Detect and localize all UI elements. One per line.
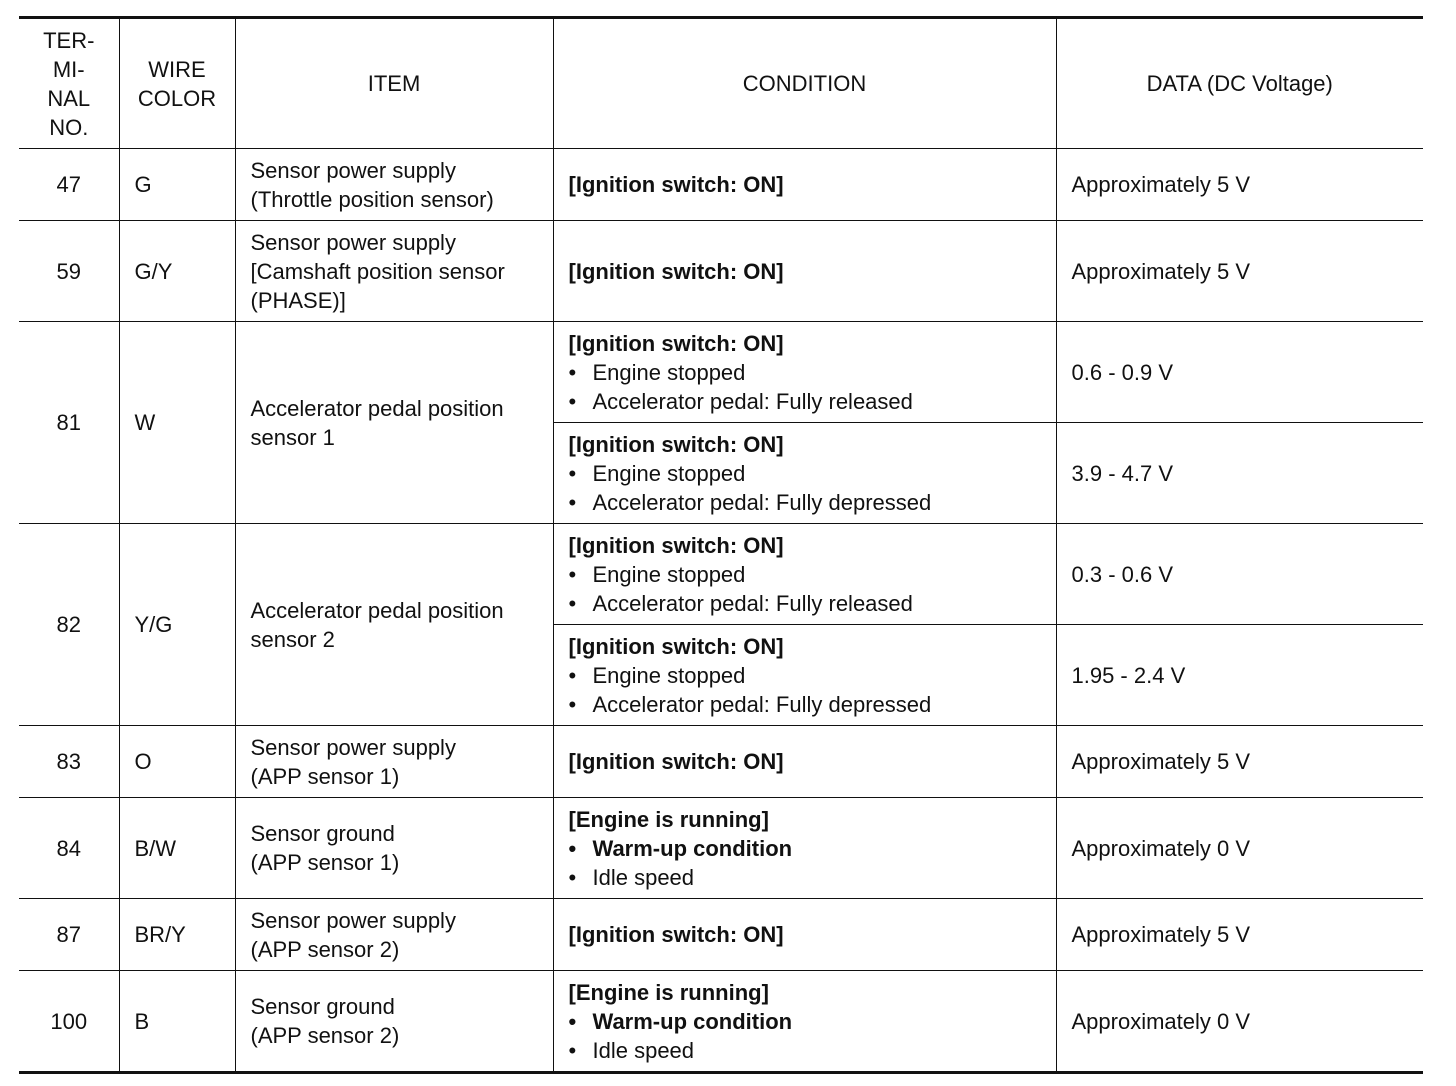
item-cell: Sensor ground (APP sensor 2) — [235, 971, 553, 1073]
wire-color: W — [119, 322, 235, 524]
table-row — [19, 798, 1423, 899]
wire-color: O — [119, 726, 235, 798]
data-cell: 0.6 - 0.9 V — [1056, 322, 1423, 423]
table-row — [19, 971, 1423, 1073]
data-cell: Approximately 0 V — [1056, 798, 1423, 899]
wire-color: Y/G — [119, 524, 235, 726]
data-cell: 3.9 - 4.7 V — [1056, 423, 1423, 524]
terminal-number: 87 — [19, 899, 119, 971]
condition-cell: [Ignition switch: ON] • Engine stopped • Accelerator pedal: Fully depressed — [553, 423, 1056, 524]
wire-color: B/W — [119, 798, 235, 899]
table-header-row — [19, 18, 1423, 149]
terminal-number: 84 — [19, 798, 119, 899]
data-cell: 1.95 - 2.4 V — [1056, 625, 1423, 726]
item-cell: Accelerator pedal position sensor 2 — [235, 524, 553, 726]
table-row — [19, 149, 1423, 221]
terminal-number: 81 — [19, 322, 119, 524]
condition-cell: [Ignition switch: ON] • Engine stopped • Accelerator pedal: Fully released — [553, 524, 1056, 625]
bullet-item: • Idle speed — [568, 1037, 695, 1063]
data-cell: Approximately 5 V — [1056, 149, 1423, 221]
item-cell: Sensor power supply (APP sensor 1) — [235, 726, 553, 798]
header-terminal: TER- MI- NAL NO. — [19, 18, 119, 149]
table-row — [19, 221, 1423, 322]
bullet-item: • Engine stopped — [568, 561, 746, 587]
data-cell: 0.3 - 0.6 V — [1056, 524, 1423, 625]
item-cell: Sensor power supply (APP sensor 2) — [235, 899, 553, 971]
wire-color: G/Y — [119, 221, 235, 322]
table-row — [19, 524, 1423, 625]
header-wire-color: WIRE COLOR — [119, 18, 235, 149]
bullet-item: • Engine stopped — [568, 662, 746, 688]
header-condition: CONDITION — [553, 18, 1056, 149]
wire-color: G — [119, 149, 235, 221]
table-row — [19, 899, 1423, 971]
bullet-item: • Accelerator pedal: Fully depressed — [568, 691, 932, 717]
terminal-number: 100 — [19, 971, 119, 1073]
condition-cell: [Engine is running] • Warm-up condition • Idle speed — [553, 798, 1056, 899]
header-item: ITEM — [235, 18, 553, 149]
condition-cell: [Ignition switch: ON] — [553, 149, 1056, 221]
terminal-spec-table — [19, 16, 1423, 1074]
bullet-item: • Engine stopped — [568, 359, 746, 385]
data-cell: Approximately 0 V — [1056, 971, 1423, 1073]
item-cell: Accelerator pedal position sensor 1 — [235, 322, 553, 524]
terminal-number: 82 — [19, 524, 119, 726]
bullet-item: • Warm-up condition — [568, 1008, 793, 1034]
condition-cell: [Engine is running] • Warm-up condition • Idle speed — [553, 971, 1056, 1073]
bullet-item: • Engine stopped — [568, 460, 746, 486]
wire-color: BR/Y — [119, 899, 235, 971]
terminal-number: 59 — [19, 221, 119, 322]
header-data: DATA (DC Voltage) — [1056, 18, 1423, 149]
condition-cell: [Ignition switch: ON] — [553, 899, 1056, 971]
terminal-number: 83 — [19, 726, 119, 798]
item-cell: Sensor power supply [Camshaft position sensor (PHASE)] — [235, 221, 553, 322]
data-cell: Approximately 5 V — [1056, 899, 1423, 971]
bullet-item: • Accelerator pedal: Fully released — [568, 388, 913, 414]
item-cell: Sensor power supply (Throttle position sensor) — [235, 149, 553, 221]
data-cell: Approximately 5 V — [1056, 726, 1423, 798]
data-cell: Approximately 5 V — [1056, 221, 1423, 322]
table-row — [19, 322, 1423, 423]
bullet-item: • Accelerator pedal: Fully released — [568, 590, 913, 616]
bullet-item: • Accelerator pedal: Fully depressed — [568, 489, 932, 515]
wire-color: B — [119, 971, 235, 1073]
bullet-item: • Warm-up condition — [568, 835, 793, 861]
item-cell: Sensor ground (APP sensor 1) — [235, 798, 553, 899]
terminal-number: 47 — [19, 149, 119, 221]
condition-cell: [Ignition switch: ON] — [553, 726, 1056, 798]
condition-cell: [Ignition switch: ON] • Engine stopped • Accelerator pedal: Fully released — [553, 322, 1056, 423]
condition-cell: [Ignition switch: ON] • Engine stopped • Accelerator pedal: Fully depressed — [553, 625, 1056, 726]
condition-cell: [Ignition switch: ON] — [553, 221, 1056, 322]
table-row — [19, 726, 1423, 798]
bullet-item: • Idle speed — [568, 864, 695, 890]
